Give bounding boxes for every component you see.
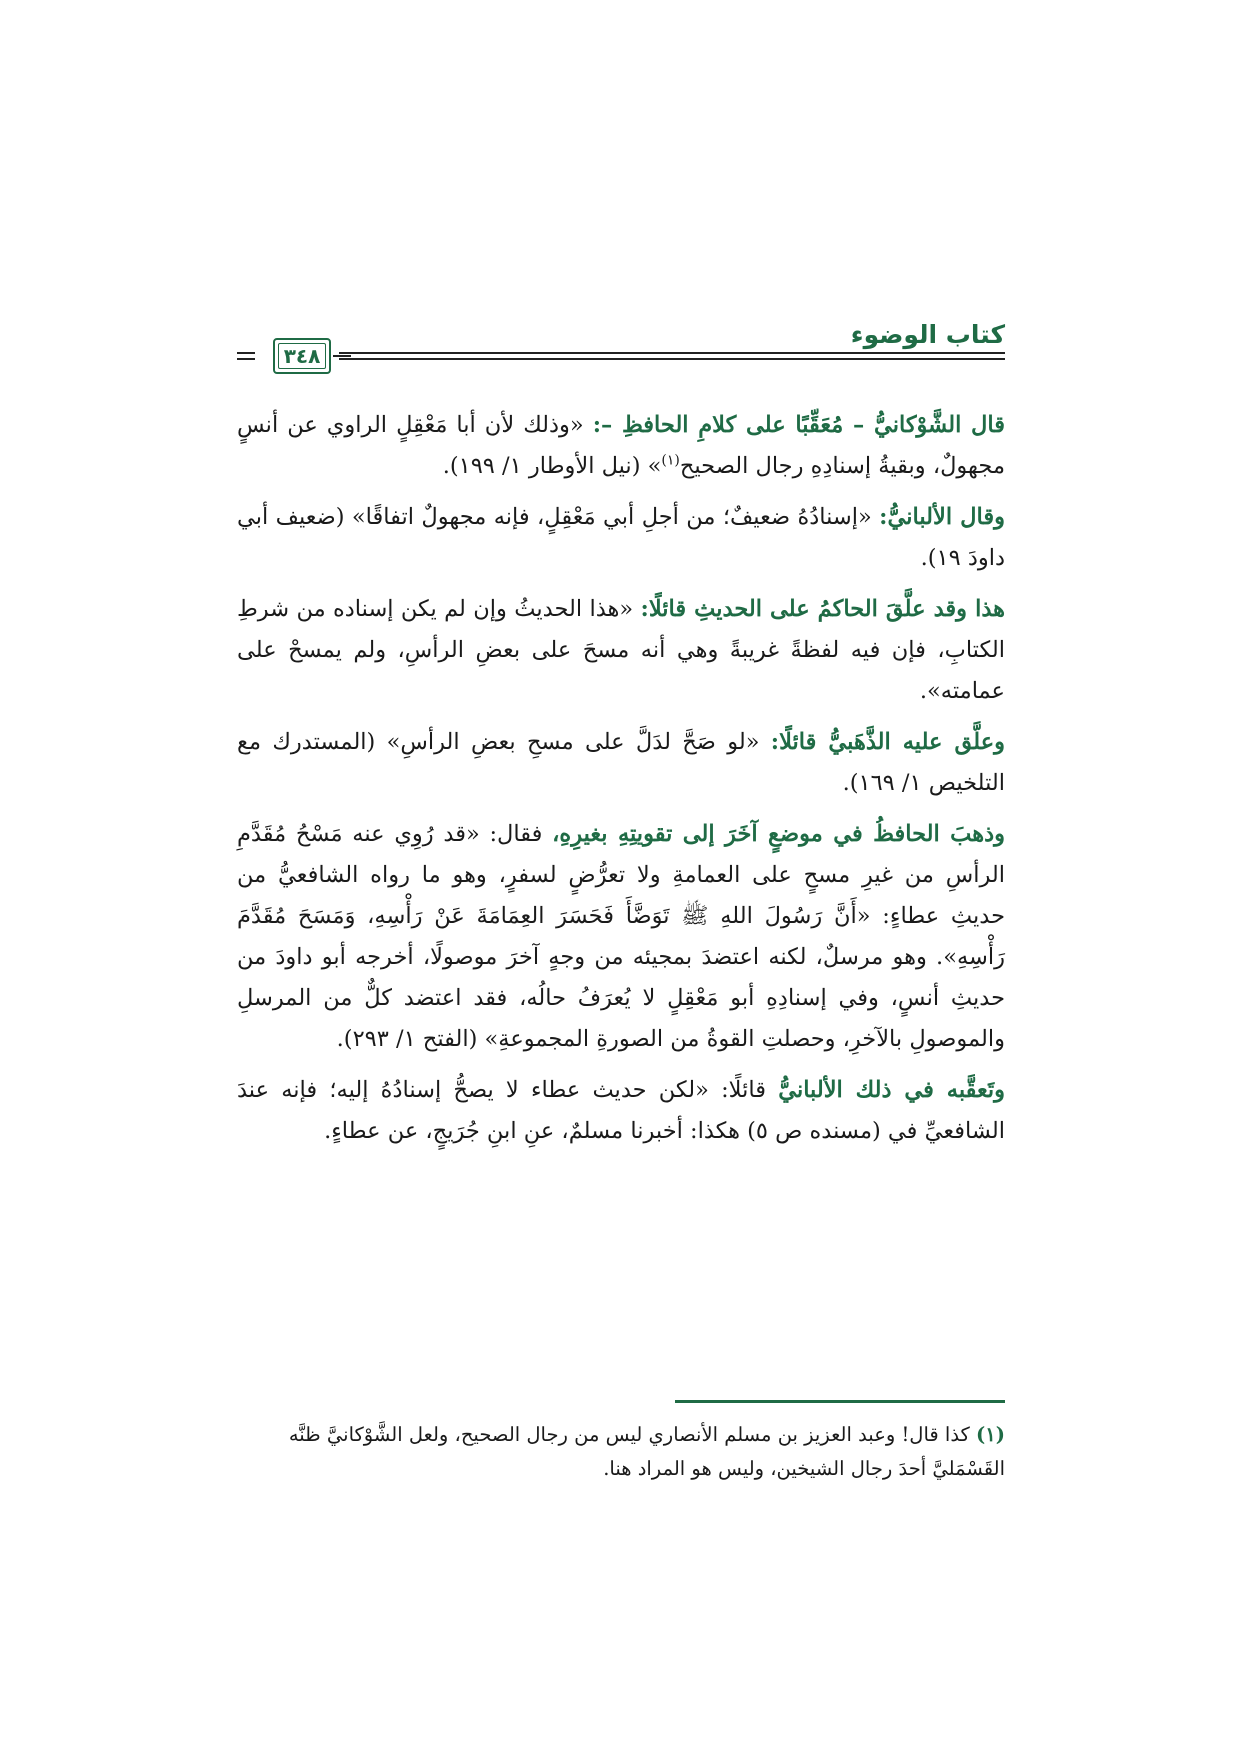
- main-text: [237, 405, 1005, 1162]
- page-number-badge: [273, 338, 331, 374]
- paragraph-lead: قال الشَّوْكانيُّ – مُعَقِّبًا على كلامِ الحافظِ –:: [592, 412, 1005, 438]
- paragraph-body: قائلًا: «لكن حديث عطاء لا يصحُّ إسنادُهُ إليه؛ فإنه عندَ الشافعيِّ في (مسنده ص ٥) هكذا: أخبرنا مسلمٌ، عنِ ابنِ جُرَيجٍ، عن عطاءٍ.: [237, 1077, 1005, 1144]
- footnote-text: كذا قال! وعبد العزيز بن مسلم الأنصاري ليس من رجال الصحيح، ولعل الشَّوْكانيَّ ظنَّه القَسْمَليَّ أحدَ رجال الشيخين، وليس هو المراد هنا.: [288, 1423, 1005, 1480]
- footnote-divider: [675, 1400, 1005, 1403]
- book-title: كتاب الوضوء: [850, 320, 1005, 349]
- header-rule-bottom: [237, 358, 1005, 360]
- paragraph-body: «هذا الحديثُ وإن لم يكن إسناده من شرطِ الكتابِ، فإن فيه لفظةً غريبةً وهي أنه مسحَ على بعضِ الرأسِ، ولم يمسحْ على عمامته».: [237, 596, 1005, 704]
- footnote-marker[interactable]: (١): [661, 452, 680, 469]
- footnote-number: (١): [976, 1423, 1005, 1446]
- paragraph-lead: وذهبَ الحافظُ في موضعٍ آخَرَ إلى تقويتِهِ بغيرِهِ،: [552, 821, 1006, 847]
- paragraph-lead: وعلَّق عليه الذَّهَبيُّ قائلًا:: [770, 729, 1005, 755]
- paragraph-body: «لو صَحَّ لدَلَّ على مسحِ بعضِ الرأسِ» (المستدرك مع التلخيص ١/ ١٦٩).: [237, 729, 1005, 796]
- paragraph-albani: [237, 497, 1005, 579]
- paragraph-lead: وقال الألبانيُّ:: [879, 504, 1005, 530]
- paragraph-shawkani: [237, 405, 1005, 487]
- paragraph-hafiz: [237, 814, 1005, 1060]
- paragraph-tail: » (نيل الأوطار ١/ ١٩٩).: [442, 453, 662, 479]
- page-number: ٣٤٨: [283, 344, 321, 368]
- header-rule-top: [237, 352, 1005, 354]
- paragraph-hakim: [237, 589, 1005, 712]
- paragraph-body: «وذلك لأن أبا مَعْقِلٍ الراوي عن أنسٍ مجهولٌ، وبقيةُ إسنادِهِ رجال الصحيح: [237, 412, 1005, 479]
- paragraph-body: «إسنادُهُ ضعيفٌ؛ من أجلِ أبي مَعْقِلٍ، فإنه مجهولٌ اتفاقًا» (ضعيف أبي داودَ ١٩).: [237, 504, 1005, 571]
- paragraph-lead: هذا وقد علَّقَ الحاكمُ على الحديثِ قائلًا:: [640, 596, 1005, 622]
- paragraph-dhahabi: [237, 722, 1005, 804]
- paragraph-body: فقال: «قد رُوِي عنه مَسْحُ مُقَدَّمِ الرأسِ من غيرِ مسحٍ على العمامةِ ولا تعرُّضٍ لسفرٍ، وهو ما رواه الشافعيُّ من حديثِ عطاءٍ: «أَنَّ رَسُولَ اللهِ ﷺ تَوَضَّأَ فَحَسَرَ العِمَامَةَ عَنْ رَأْسِهِ، وَمَسَحَ مُقَدَّمَ رَأْسِهِ». وهو مرسلٌ، لكنه اعتضدَ بمجيئه من وجهٍ آخرَ موصولًا، أخرجه أبو داودَ من حديثِ أنسٍ، وفي إسنادِهِ أبو مَعْقِلٍ لا يُعرَفُ حالُه، فقد اعتضد كلٌّ من المرسلِ والموصولِ بالآخرِ، وحصلتِ القوةُ من الصورةِ المجموعةِ» (الفتح ١/ ٢٩٣).: [237, 821, 1005, 1052]
- paragraph-albani-rebuttal: [237, 1070, 1005, 1152]
- paragraph-lead: وتَعقَّبه في ذلك الألبانيُّ: [778, 1077, 1005, 1103]
- page-header: [237, 318, 1005, 382]
- footnote: [237, 1418, 1005, 1486]
